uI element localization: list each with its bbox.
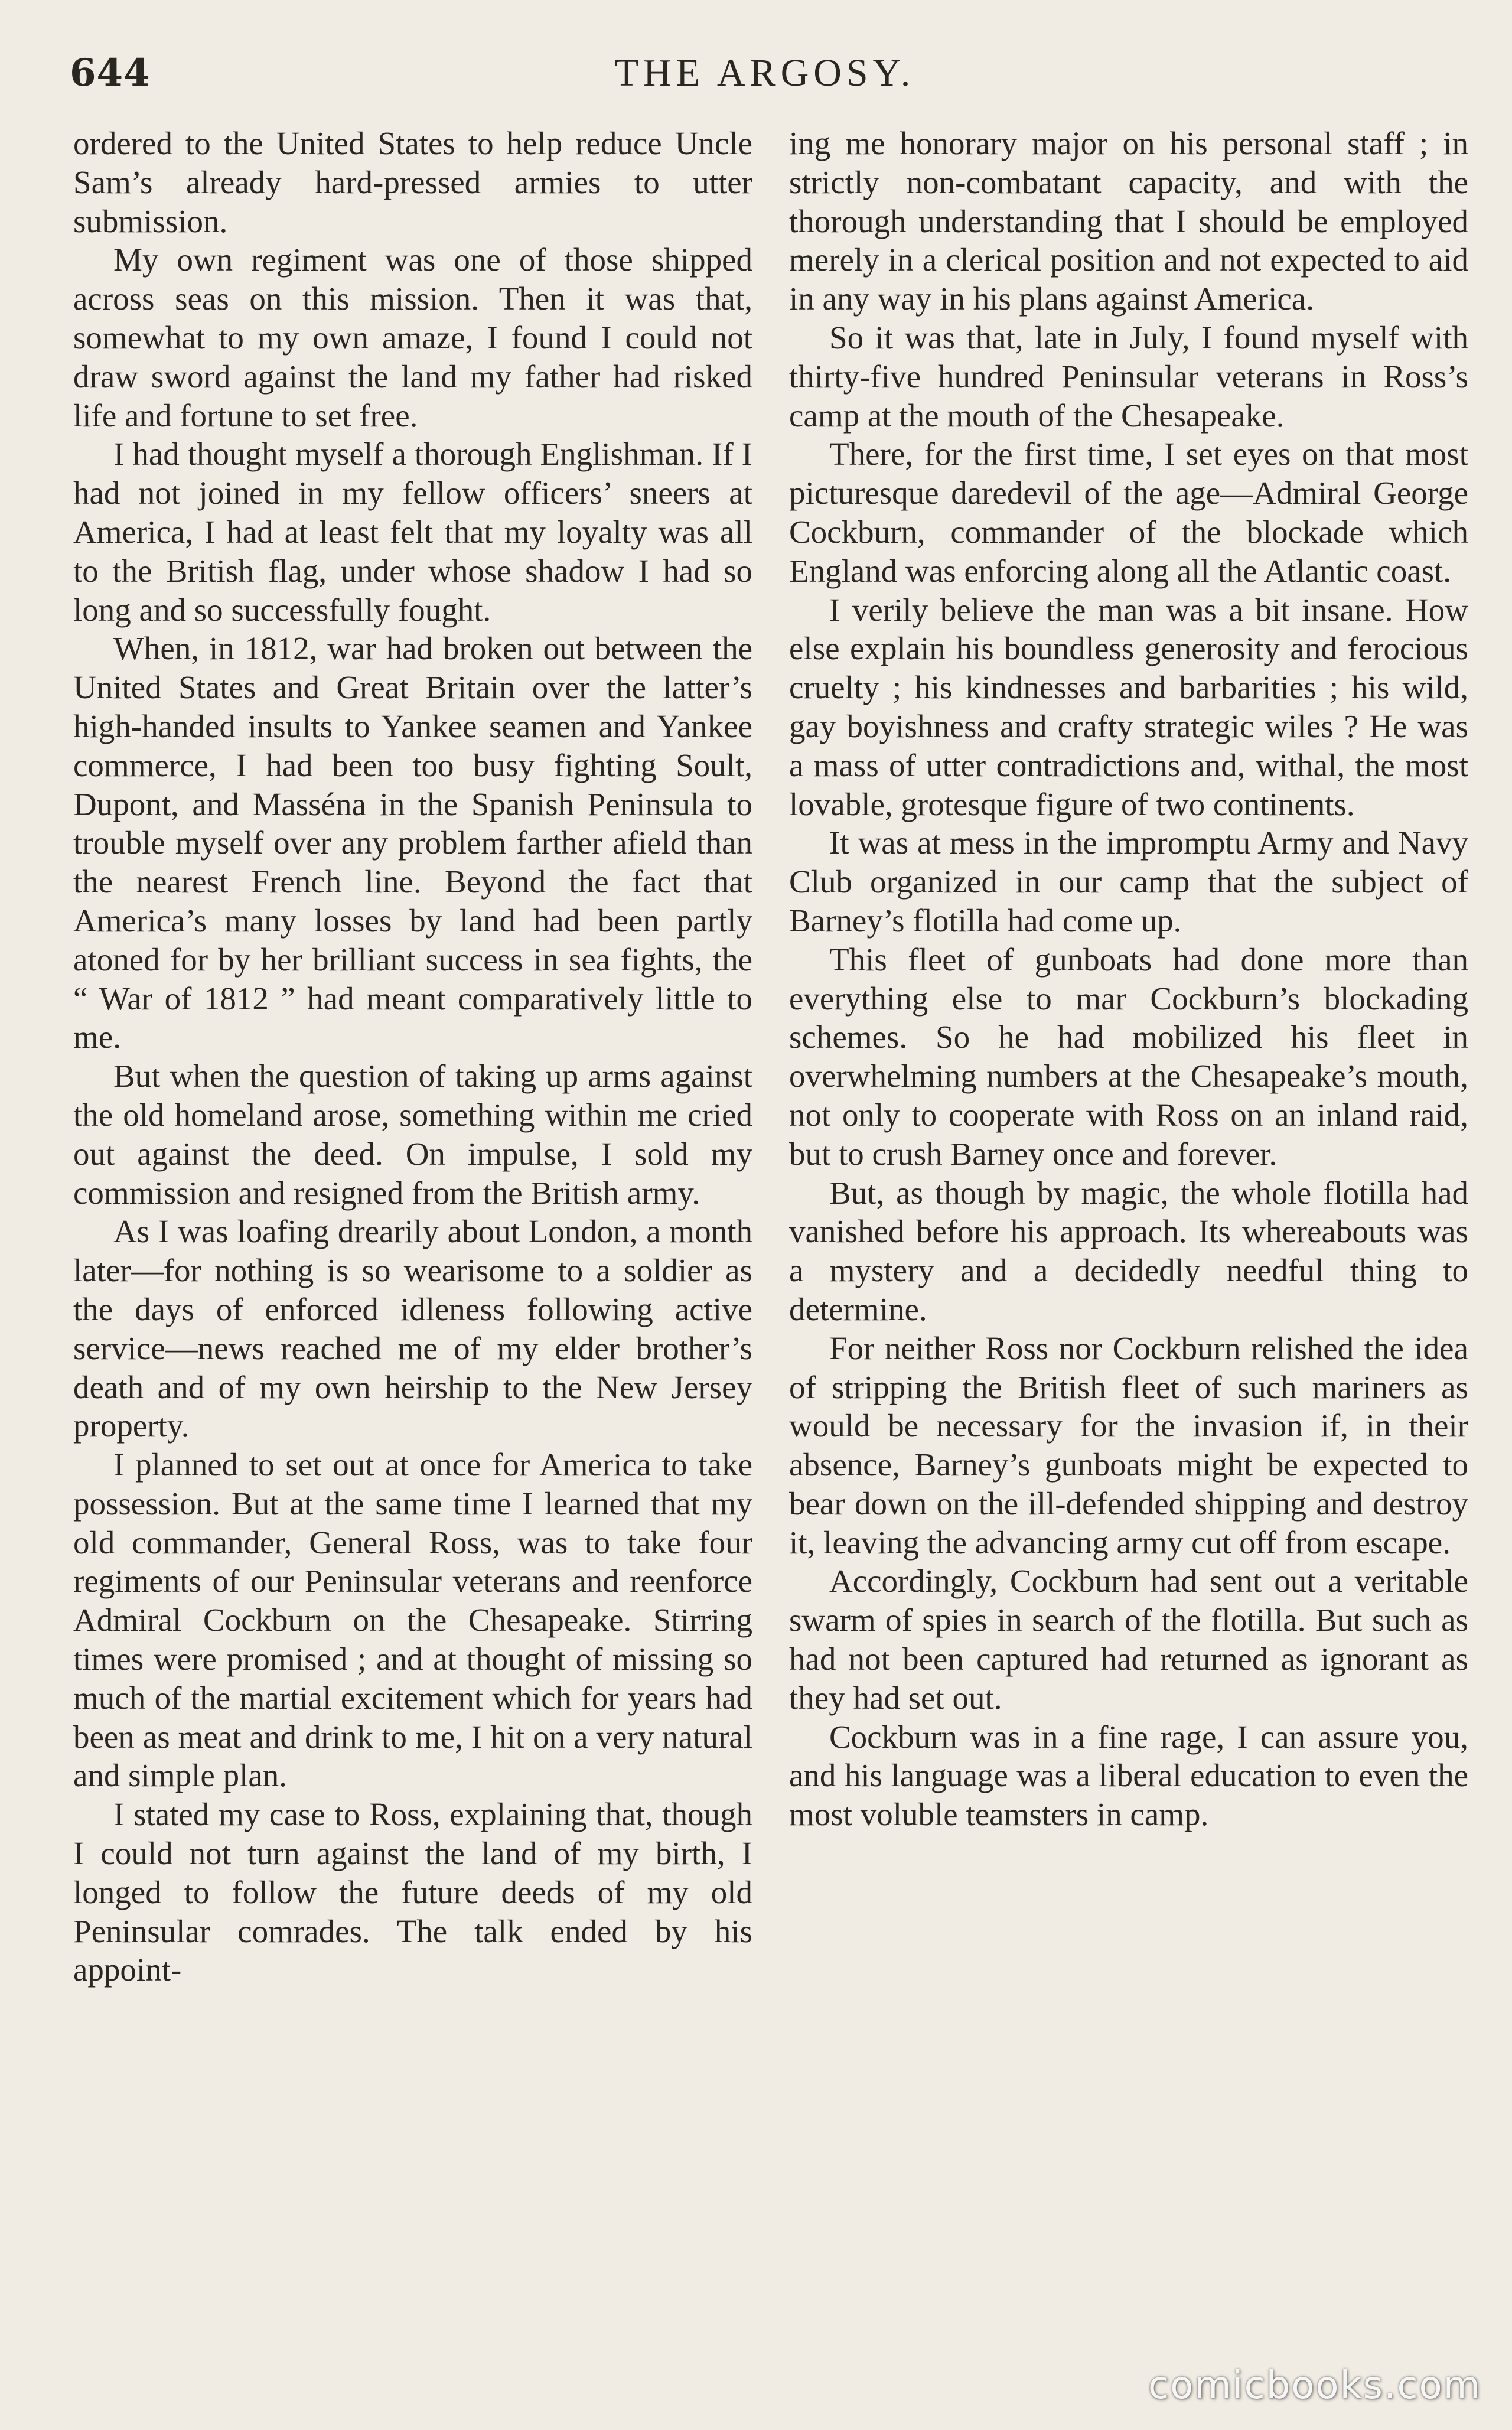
paragraph: This fleet of gunboats had done more than everything else to mar Cockburn’s blockading schemes. So he had mobilized his fleet in overwhelming numbers at the Chesapeake’s mouth, not only to cooperate with Ross on an inland raid, but to crush Barney once and forever. [789, 941, 1468, 1172]
paragraph: When, in 1812, war had broken out between the United States and Great Britain over the latter’s high-handed insults to Yankee seamen and Yankee commerce, I had been too busy fighting Soult, Dupont, and Masséna in the Spanish Peninsula to trouble myself over any problem farther afield than the nearest French line. Beyond the fact that America’s many losses by land had been partly atoned for by her brilliant success in sea fights, the “ War of 1812 ” had meant comparatively little to me. [73, 630, 752, 1056]
paragraph: I planned to set out at once for America to take possession. But at the same time I learned that my old commander, General Ross, was to take four regiments of our Peninsular veterans and reenforce Admiral Cockburn on the Chesapeake. Stirring times were promised ; and at thought of missing so much of the martial excitement which for years had been as meat and drink to me, I hit on a very natural and simple plan. [73, 1447, 752, 1794]
right-column [789, 124, 1468, 2351]
running-title: THE ARGOSY. [614, 51, 915, 95]
paragraph: I stated my case to Ross, explaining that, though I could not turn against the land of my birth, I longed to follow the future deeds of my old Peninsular comrades. The talk ended by his appoint- [73, 1796, 752, 1988]
paragraph: But when the question of taking up arms against the old homeland arose, something within me cried out against the deed. On impulse, I sold my commission and resigned from the British army. [73, 1058, 752, 1211]
paragraph: It was at mess in the impromptu Army and Navy Club organized in our camp that the subject of Barney’s flotilla had come up. [789, 825, 1468, 939]
paragraph: I verily believe the man was a bit insane. How else explain his boundless generosity and ferocious cruelty ; his kindnesses and barbarities ; his wild, gay boyishness and crafty strategic wiles ? He was a mass of utter contradictions and, withal, the most lovable, grotesque figure of two continents. [789, 591, 1468, 822]
paragraph: Accordingly, Cockburn had sent out a veritable swarm of spies in search of the flotilla. But such as had not been captured had returned as ignorant as they had set out. [789, 1563, 1468, 1716]
paragraph: ordered to the United States to help reduce Uncle Sam’s already hard-pressed armies to utter submission. [73, 125, 752, 239]
page-header [70, 44, 1460, 103]
page-number: 644 [70, 51, 151, 95]
paragraph: There, for the first time, I set eyes on that most picturesque daredevil of the age—Admiral George Cockburn, commander of the blockade which England was enforcing along all the Atlantic coast. [789, 436, 1468, 589]
watermark: comicbooks.com [1148, 2364, 1481, 2408]
paragraph: As I was loafing drearily about London, a month later—for nothing is so wearisome to a soldier as the days of enforced idleness following active service—news reached me of my elder brother’s death and of my own heirship to the New Jersey property. [73, 1213, 752, 1444]
paragraph: So it was that, late in July, I found myself with thirty-five hundred Peninsular veterans in Ross’s camp at the mouth of the Chesapeake. [789, 319, 1468, 434]
paragraph: ing me honorary major on his personal staff ; in strictly non-combatant capacity, and with the thorough understanding that I should be employed merely in a clerical position and not expected to aid in any way in his plans against America. [789, 125, 1468, 317]
paragraph: But, as though by magic, the whole flotilla had vanished before his approach. Its whereabouts was a mystery and a decidedly needful thing to determine. [789, 1174, 1468, 1327]
paragraph: For neither Ross nor Cockburn relished the idea of stripping the British fleet of such mariners as would be necessary for the invasion if, in their absence, Barney’s gunboats might be expected to bear down on the ill-defended shipping and destroy it, leaving the advancing army cut off from escape. [789, 1330, 1468, 1561]
paragraph: My own regiment was one of those shipped across seas on this mission. Then it was that, somewhat to my own amaze, I found I could not draw sword against the land my father had risked life and fortune to set free. [73, 242, 752, 434]
paragraph: Cockburn was in a fine rage, I can assure you, and his language was a liberal education to even the most voluble teamsters in camp. [789, 1718, 1468, 1833]
paragraph: I had thought myself a thorough Englishman. If I had not joined in my fellow officers’ sneers at America, I had at least felt that my loyalty was all to the British flag, under whose shadow I had so long and so successfully fought. [73, 436, 752, 628]
left-column [73, 124, 752, 2351]
